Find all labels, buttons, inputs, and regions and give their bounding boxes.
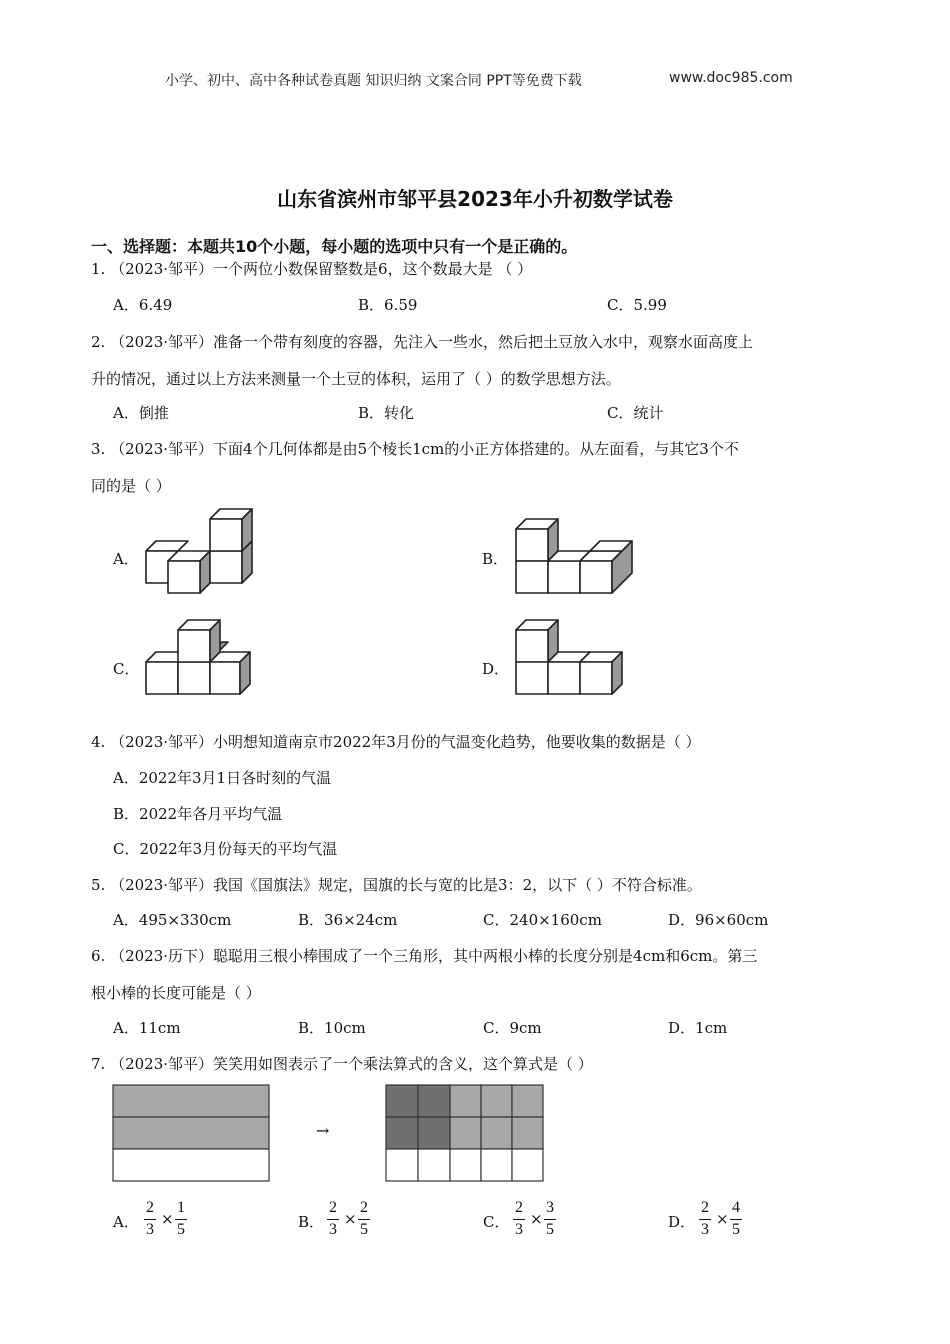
question-1: 1. （2023·邹平）一个两位小数保留整数是6，这个数最大是 （ ） xyxy=(91,260,533,278)
q5-option-c[interactable]: C．240×160cm xyxy=(483,911,602,929)
q2-option-c[interactable]: C．统计 xyxy=(607,404,664,422)
question-3-line1: 3. （2023·邹平）下面4个几何体都是由5个棱长1cm的小正方体搭建的。从左面看，与其它3个不 xyxy=(91,440,739,458)
q7-option-c[interactable]: C． xyxy=(483,1213,510,1231)
q6-option-a[interactable]: A．11cm xyxy=(113,1019,181,1037)
q6-option-c[interactable]: C．9cm xyxy=(483,1019,542,1037)
q1-option-b[interactable]: B．6.59 xyxy=(358,296,418,314)
q3-option-c[interactable]: C． xyxy=(113,660,140,678)
question-7: 7. （2023·邹平）笑笑用如图表示了一个乘法算式的含义，这个算式是（ ） xyxy=(91,1055,593,1073)
header-site[interactable]: www.doc985.com xyxy=(669,70,793,86)
cube-figure-d xyxy=(510,616,630,698)
section-heading: 一、选择题：本题共10个小题，每小题的选项中只有一个是正确的。 xyxy=(91,237,578,256)
q5-option-d[interactable]: D．96×60cm xyxy=(668,911,769,929)
question-3-line2: 同的是（ ） xyxy=(91,477,171,495)
q5-option-b[interactable]: B．36×24cm xyxy=(298,911,398,929)
question-2-line2: 升的情况，通过以上方法来测量一个土豆的体积，运用了（ ）的数学思想方法。 xyxy=(91,370,621,388)
question-6-line1: 6. （2023·历下）聪聪用三根小棒围成了一个三角形，其中两根小棒的长度分别是4cm和6cm。第三 xyxy=(91,947,758,965)
q1-option-c[interactable]: C．5.99 xyxy=(607,296,667,314)
cube-figure-c xyxy=(140,616,255,696)
times-sign: × xyxy=(530,1210,543,1228)
question-2-line1: 2. （2023·邹平）准备一个带有刻度的容器，先注入一些水，然后把土豆放入水中，观察水面高度上 xyxy=(91,333,754,351)
q4-option-a[interactable]: A．2022年3月1日各时刻的气温 xyxy=(113,769,332,787)
page-title: 山东省滨州市邹平县2023年小升初数学试卷 xyxy=(277,187,673,211)
q7-option-b[interactable]: B． xyxy=(298,1213,325,1231)
q3-option-a[interactable]: A． xyxy=(113,550,139,568)
q6-option-b[interactable]: B．10cm xyxy=(298,1019,366,1037)
q6-option-d[interactable]: D．1cm xyxy=(668,1019,728,1037)
q2-option-a[interactable]: A．倒推 xyxy=(113,404,169,422)
header-banner: 小学、初中、高中各种试卷真题 知识归纳 文案合同 PPT等免费下载 xyxy=(165,73,582,89)
cube-figure-b xyxy=(510,515,640,597)
q1-option-a[interactable]: A．6.49 xyxy=(113,296,173,314)
q3-option-b[interactable]: B． xyxy=(482,550,509,568)
q7-option-a[interactable]: A． xyxy=(113,1213,139,1231)
q4-option-b[interactable]: B．2022年各月平均气温 xyxy=(113,805,283,823)
q7-option-d[interactable]: D． xyxy=(668,1213,696,1231)
question-5: 5. （2023·邹平）我国《国旗法》规定，国旗的长与宽的比是3：2，以下（ ）不符合标准。 xyxy=(91,876,702,894)
times-sign: × xyxy=(344,1210,357,1228)
q3-option-d[interactable]: D． xyxy=(482,660,510,678)
question-4: 4. （2023·邹平）小明想知道南京市2022年3月份的气温变化趋势，他要收集的数据是（ ） xyxy=(91,733,701,751)
arrow-icon: → xyxy=(316,1121,330,1140)
cube-figure-a xyxy=(140,505,260,595)
question-6-line2: 根小棒的长度可能是（ ） xyxy=(91,984,261,1002)
fraction-area-figure xyxy=(112,1084,547,1182)
q4-option-c[interactable]: C．2022年3月份每天的平均气温 xyxy=(113,840,338,858)
q2-option-b[interactable]: B．转化 xyxy=(358,404,415,422)
times-sign: × xyxy=(716,1210,729,1228)
times-sign: × xyxy=(161,1210,174,1228)
q5-option-a[interactable]: A．495×330cm xyxy=(113,911,232,929)
